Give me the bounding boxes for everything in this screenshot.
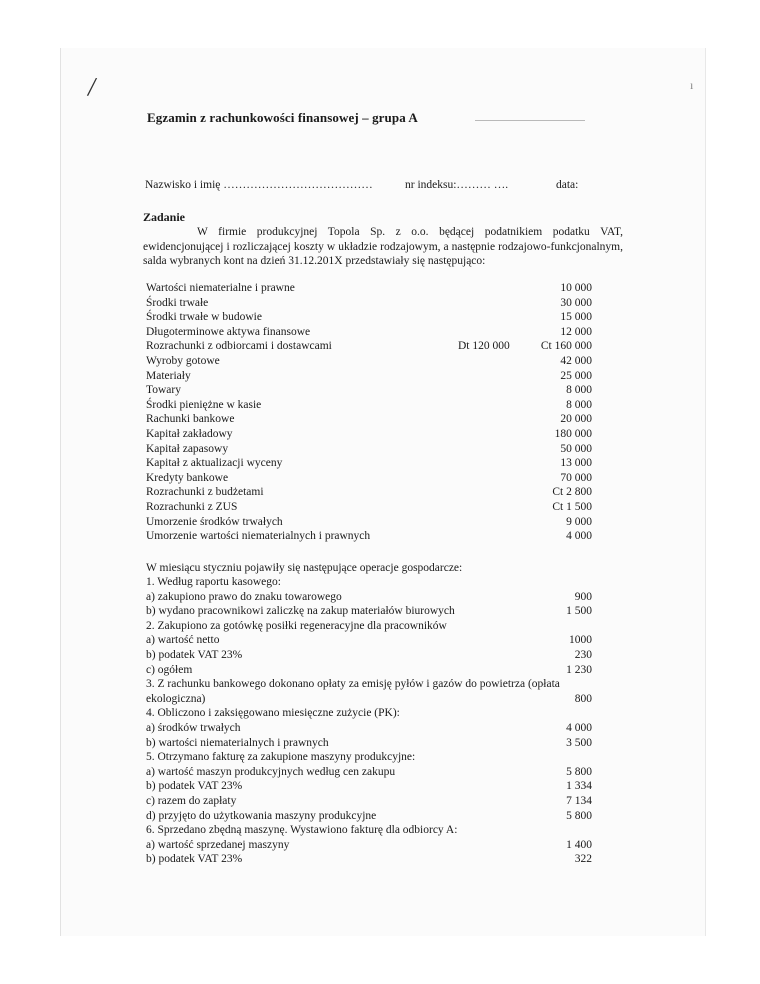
operations-value: 4 000 [566,722,592,734]
operations-label: 3. Z rachunku bankowego dokonano opłaty za emisję pyłów i gazów do powietrza (opłata [146,678,560,691]
operations-value: 800 [574,692,592,705]
balances-label: Kapitał z aktualizacji wyceny [146,457,283,470]
balances-label: Umorzenie wartości niematerialnych i prawnych [146,530,371,543]
operations-label: 4. Obliczono i zaksięgowano miesięczne zużycie (PK): [146,707,400,720]
balances-value: Ct 160 000 [540,340,592,353]
balances-value: 25 000 [560,369,592,382]
operations-label: b) wartości niematerialnych i prawnych [146,736,329,749]
balances-label: Środki trwałe [146,296,209,309]
operations-label: a) zakupiono prawo do znaku towarowego [146,590,342,603]
balances-label: Materiały [146,369,191,382]
operations-value: 1 400 [566,838,592,851]
operations-label: a) wartość sprzedanej maszyny [146,838,290,851]
name-field-label: Nazwisko i imię ………………………………… [145,179,373,191]
balances-label: Długoterminowe aktywa finansowe [146,325,311,338]
task-text: W firmie produkcyjnej Topola Sp. z o.o. będącej podatnikiem podatku VAT, ewidencjonującej i rozliczającej koszty w układzie rodzajowym, a następnie rodzajowo-funkcjonalnym, salda wybranych kont na dzień 31.12.201X przedstawiały się następująco: [143,226,623,267]
operations-value: 1 334 [566,780,592,793]
balances-label: Towary [146,384,181,397]
balances-value: 42 000 [560,355,592,367]
balances-value: 20 000 [560,413,592,426]
balances-label: Kapitał zakładowy [146,428,233,440]
exam-title: Egzamin z rachunkowości finansowej – grupa A [147,110,418,125]
operations-label: c) razem do zapłaty [146,795,237,807]
balances-label: Umorzenie środków trwałych [146,515,283,528]
pen-mark: / [85,71,98,104]
operations-label: 5. Otrzymano fakturę za zakupione maszyny produkcyjne: [146,751,416,764]
balances-value: 10 000 [560,282,592,294]
operations-intro: W miesiącu styczniu pojawiły się następujące operacje gospodarcze: [146,562,463,574]
balances-value: 15 000 [560,311,592,324]
operations-value: 322 [574,853,592,866]
operations-value: 900 [574,590,592,603]
balances-value: 70 000 [560,471,592,484]
operations-label: 1. Według raportu kasowego: [146,576,281,588]
operations-label: ekologiczna) [146,692,206,705]
operations-value: 5 800 [566,809,592,822]
balances-value: 13 000 [560,457,592,470]
operations-value: 3 500 [566,736,592,749]
operations-label: 2. Zakupiono za gotówkę posiłki regeneracyjne dla pracowników [146,619,447,632]
scan-speck: ı [690,78,694,92]
operations-value: 5 800 [566,765,592,778]
task-section [143,210,623,269]
balances-value: 30 000 [560,296,592,309]
balances-value: 180 000 [554,428,592,440]
balances-value: 12 000 [560,325,592,338]
operations-label: b) podatek VAT 23% [146,780,243,793]
balances-label: Rozrachunki z odbiorcami i dostawcami [146,340,332,353]
index-field-label: nr indeksu:……… …. [405,179,509,191]
balances-label: Rozrachunki z budżetami [146,486,264,499]
balances-value: 50 000 [560,442,592,455]
balances-label: Rachunki bankowe [146,413,235,426]
balances-label: Kapitał zapasowy [146,442,229,455]
balances-value: 4 000 [566,530,592,543]
operations-label: a) środków trwałych [146,722,241,734]
operations-label: d) przyjęto do użytkowania maszyny produkcyjne [146,809,377,822]
balances-label: Wyroby gotowe [146,355,220,367]
operations-label: a) wartość maszyn produkcyjnych według cen zakupu [146,765,396,778]
operations-label: b) podatek VAT 23% [146,649,243,661]
balances-debit: Dt 120 000 [458,340,510,353]
title-underline [475,120,585,121]
balances-label: Wartości niematerialne i prawne [146,282,295,294]
operations-value: 230 [574,649,592,661]
operations-value: 7 134 [566,795,592,807]
balances-value: Ct 1 500 [552,501,592,513]
balances-label: Rozrachunki z ZUS [146,501,238,513]
operations-label: b) wydano pracownikowi zaliczkę na zakup materiałów biurowych [146,605,455,618]
operations-value: 1000 [569,634,592,647]
operations-value: 1 230 [566,663,592,676]
operations-value: 1 500 [566,605,592,618]
operations-label: 6. Sprzedano zbędną maszynę. Wystawiono fakturę dla odbiorcy A: [146,824,458,837]
task-heading: Zadanie [143,210,186,224]
balances-value: 8 000 [566,384,592,397]
balances-label: Środki trwałe w budowie [146,311,262,324]
balances-label: Kredyty bankowe [146,471,229,484]
operations-label: b) podatek VAT 23% [146,853,243,866]
date-field-label: data: [556,179,579,191]
operations-label: a) wartość netto [146,634,220,647]
operations-label: c) ogółem [146,663,193,676]
balances-value: 9 000 [566,515,592,528]
balances-value: 8 000 [566,398,592,411]
balances-value: Ct 2 800 [552,486,592,499]
balances-label: Środki pieniężne w kasie [146,398,262,411]
